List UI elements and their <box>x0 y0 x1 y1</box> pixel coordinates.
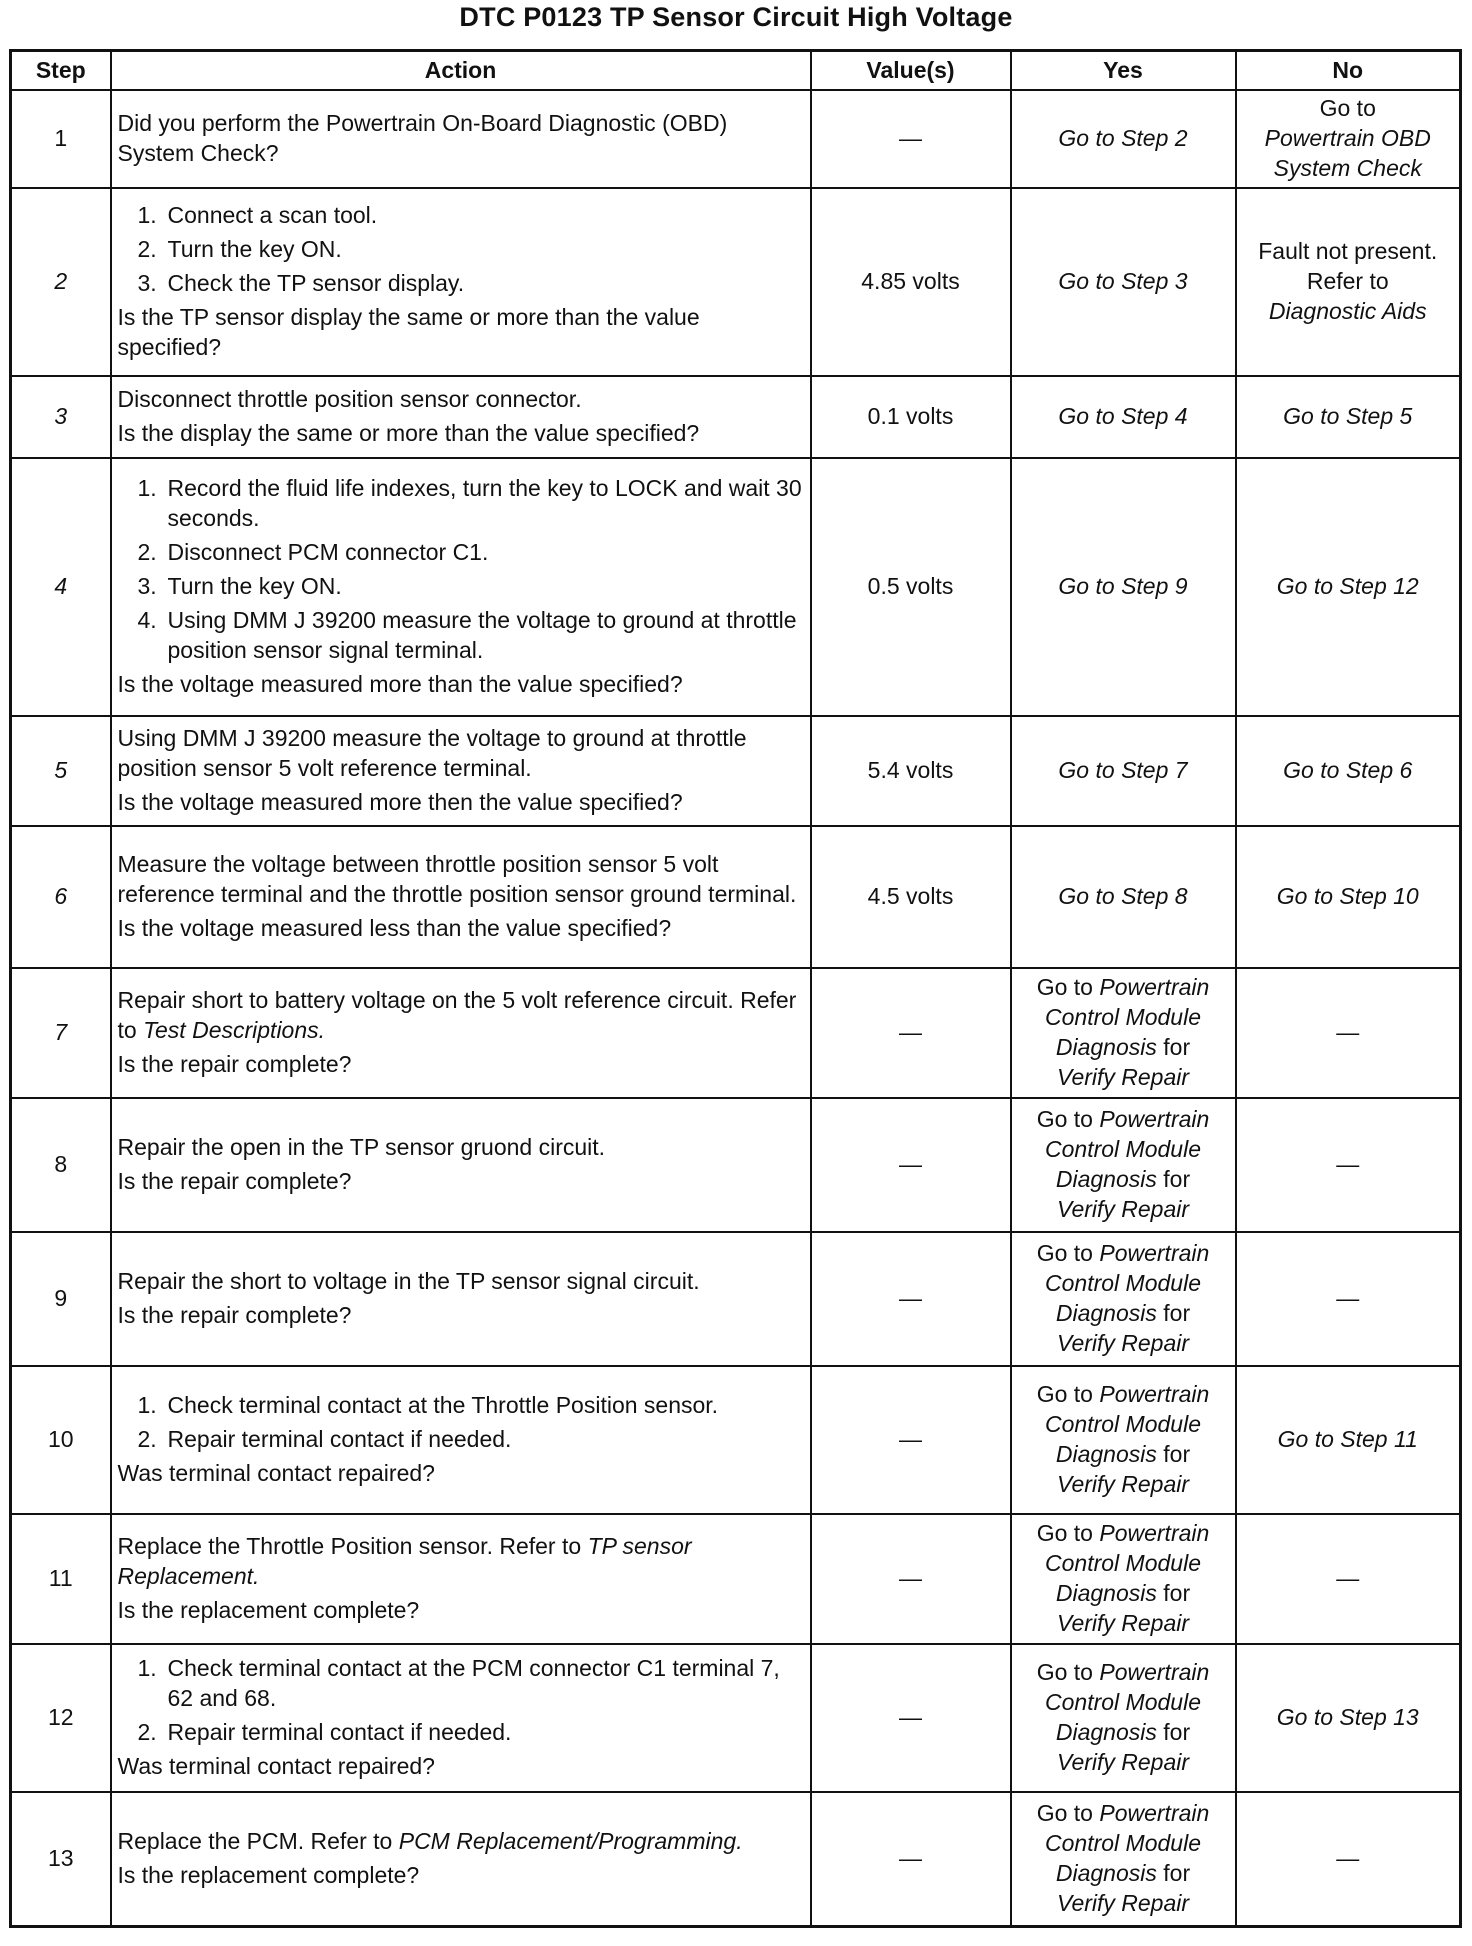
action-cell <box>111 188 811 376</box>
action-cell <box>111 1792 811 1926</box>
step-number: 8 <box>11 1098 111 1232</box>
action-reference: PCM Replacement/Programming. <box>398 1827 743 1854</box>
action-step-text: Using DMM J 39200 measure the voltage to ground at throttle position sensor signal terminal. <box>167 607 797 663</box>
action-step-number: 3. <box>137 270 157 296</box>
no-text: Go to Step 13 <box>1276 1704 1419 1730</box>
yes-line: Verify Repair <box>1056 1064 1190 1090</box>
action-step-text: Record the fluid life indexes, turn the key to LOCK and wait 30 seconds. <box>167 475 802 531</box>
action-cell <box>111 826 811 968</box>
value-cell: — <box>811 1366 1011 1514</box>
step-number: 12 <box>11 1644 111 1792</box>
no-cell <box>1236 458 1461 716</box>
value-cell: 0.5 volts <box>811 458 1011 716</box>
step-number: 6 <box>11 826 111 968</box>
yes-line: Diagnosis for <box>1055 1859 1191 1886</box>
action-step-text: Repair terminal contact if needed. <box>167 1426 512 1452</box>
value-cell: 4.85 volts <box>811 188 1011 376</box>
no-text: Go to Step 11 <box>1277 1426 1418 1452</box>
action-text: Repair the open in the TP sensor gruond circuit. <box>117 1134 606 1160</box>
action-text: Using DMM J 39200 measure the voltage to ground at throttle position sensor 5 volt reference terminal. <box>117 725 747 781</box>
yes-cell <box>1011 1514 1236 1644</box>
action-steps-list <box>118 1390 804 1454</box>
yes-line: Go to Powertrain <box>1036 1799 1210 1826</box>
action-step-item <box>137 1390 804 1420</box>
no-cell <box>1236 1098 1461 1232</box>
action-question: Is the TP sensor display the same or more than the value specified? <box>117 304 700 360</box>
yes-line: Verify Repair <box>1056 1749 1190 1775</box>
table-row <box>11 1514 1461 1644</box>
action-question: Is the repair complete? <box>117 1051 352 1077</box>
yes-text: Go to Step 4 <box>1058 403 1188 429</box>
no-line: Refer to <box>1306 268 1389 294</box>
value-cell: — <box>811 90 1011 188</box>
yes-line: Control Module <box>1045 1550 1201 1576</box>
action-step-number: 2. <box>137 236 157 262</box>
yes-line: Control Module <box>1045 1004 1201 1030</box>
step-number: 9 <box>11 1232 111 1366</box>
value-cell: — <box>811 1098 1011 1232</box>
yes-line: Verify Repair <box>1056 1889 1190 1916</box>
action-step-number: 4. <box>137 607 157 633</box>
action-step-item <box>137 537 804 567</box>
action-question: Is the voltage measured less than the value specified? <box>117 915 672 941</box>
header-step: Step <box>11 51 111 91</box>
action-steps-list <box>118 473 804 665</box>
table-row <box>11 826 1461 968</box>
yes-cell <box>1011 458 1236 716</box>
yes-line: Control Module <box>1045 1411 1201 1437</box>
no-line: Go to <box>1319 95 1376 121</box>
table-row <box>11 458 1461 716</box>
value-cell: — <box>811 1644 1011 1792</box>
action-cell <box>111 1098 811 1232</box>
value-cell: 4.5 volts <box>811 826 1011 968</box>
action-step-number: 2. <box>137 1426 157 1452</box>
yes-cell <box>1011 1098 1236 1232</box>
step-number: 5 <box>11 716 111 826</box>
yes-line: Control Module <box>1045 1270 1201 1296</box>
action-step-item <box>137 473 804 533</box>
yes-cell <box>1011 376 1236 458</box>
action-step-text: Check terminal contact at the PCM connector C1 terminal 7, 62 and 68. <box>167 1655 780 1711</box>
action-cell <box>111 376 811 458</box>
header-yes: Yes <box>1011 51 1236 91</box>
yes-text: Go to Step 7 <box>1058 757 1188 783</box>
value-cell: 5.4 volts <box>811 716 1011 826</box>
table-row <box>11 1232 1461 1366</box>
action-cell <box>111 1366 811 1514</box>
yes-line: Control Module <box>1045 1829 1201 1856</box>
action-text: Repair the short to voltage in the TP sensor signal circuit. <box>117 1268 700 1294</box>
table-row <box>11 1644 1461 1792</box>
action-cell <box>111 1514 811 1644</box>
step-number: 4 <box>11 458 111 716</box>
yes-text: Go to Step 3 <box>1058 268 1188 294</box>
action-text: Repair short to battery voltage on the 5 volt reference circuit. Refer to <box>117 987 797 1043</box>
action-step-text: Turn the key ON. <box>167 573 342 599</box>
yes-line: Diagnosis for <box>1055 1166 1191 1192</box>
action-step-number: 2. <box>137 539 157 565</box>
no-text: — <box>1336 1019 1360 1045</box>
yes-cell <box>1011 90 1236 188</box>
step-number: 7 <box>11 968 111 1098</box>
yes-line: Diagnosis for <box>1055 1300 1191 1326</box>
action-cell <box>111 1644 811 1792</box>
action-question: Is the repair complete? <box>117 1168 352 1194</box>
table-row <box>11 376 1461 458</box>
yes-line: Go to Powertrain <box>1036 1520 1210 1546</box>
no-cell <box>1236 376 1461 458</box>
action-question: Is the display the same or more than the value specified? <box>117 420 700 446</box>
no-text: Go to Step 12 <box>1276 573 1419 599</box>
action-step-item <box>137 268 804 298</box>
table-row <box>11 188 1461 376</box>
no-text: — <box>1336 1151 1360 1177</box>
table-row <box>11 1792 1461 1926</box>
step-number: 2 <box>11 188 111 376</box>
yes-line: Go to Powertrain <box>1036 1659 1210 1685</box>
action-step-number: 3. <box>137 573 157 599</box>
action-step-item <box>137 605 804 665</box>
action-question: Is the replacement complete? <box>117 1597 420 1623</box>
action-cell <box>111 458 811 716</box>
no-cell <box>1236 188 1461 376</box>
action-step-text: Turn the key ON. <box>167 236 342 262</box>
action-question: Is the replacement complete? <box>117 1861 420 1888</box>
step-number: 10 <box>11 1366 111 1514</box>
no-line: Fault not present. <box>1258 238 1438 264</box>
action-step-text: Repair terminal contact if needed. <box>167 1719 512 1745</box>
step-number: 3 <box>11 376 111 458</box>
yes-line: Verify Repair <box>1056 1610 1190 1636</box>
action-cell <box>111 716 811 826</box>
yes-cell <box>1011 968 1236 1098</box>
action-text: Disconnect throttle position sensor connector. <box>117 386 582 412</box>
no-cell <box>1236 716 1461 826</box>
yes-cell <box>1011 716 1236 826</box>
value-cell: — <box>811 1514 1011 1644</box>
header-values: Value(s) <box>811 51 1011 91</box>
yes-line: Diagnosis for <box>1055 1441 1191 1467</box>
action-step-number: 2. <box>137 1719 157 1745</box>
action-text: Measure the voltage between throttle position sensor 5 volt reference terminal and the throttle position sensor ground terminal. <box>117 851 797 907</box>
step-number: 1 <box>11 90 111 188</box>
action-step-item <box>137 1424 804 1454</box>
header-no: No <box>1236 51 1461 91</box>
no-text: Go to Step 6 <box>1283 757 1413 783</box>
action-question: Is the voltage measured more than the value specified? <box>117 671 683 697</box>
yes-line: Verify Repair <box>1056 1471 1190 1497</box>
value-cell: 0.1 volts <box>811 376 1011 458</box>
yes-cell <box>1011 1644 1236 1792</box>
yes-line: Verify Repair <box>1056 1330 1190 1356</box>
action-text: Replace the Throttle Position sensor. Refer to <box>117 1533 582 1559</box>
action-step-text: Check terminal contact at the Throttle Position sensor. <box>167 1392 719 1418</box>
action-reference: Test Descriptions. <box>143 1017 326 1043</box>
action-step-number: 1. <box>137 475 157 501</box>
yes-cell <box>1011 188 1236 376</box>
no-text: — <box>1336 1285 1360 1311</box>
table-row <box>11 90 1461 188</box>
action-reference: TP sensor Replacement. <box>117 1533 692 1589</box>
yes-cell <box>1011 1232 1236 1366</box>
yes-cell <box>1011 826 1236 968</box>
yes-line: Go to Powertrain <box>1036 1240 1210 1266</box>
action-steps-list <box>118 200 804 298</box>
yes-line: Diagnosis for <box>1055 1719 1191 1745</box>
value-cell: — <box>811 968 1011 1098</box>
no-line: System Check <box>1273 155 1422 181</box>
yes-text: Go to Step 2 <box>1058 125 1188 151</box>
action-step-number: 1. <box>137 1655 157 1681</box>
no-cell <box>1236 1232 1461 1366</box>
action-cell <box>111 1232 811 1366</box>
action-question: Is the repair complete? <box>117 1302 352 1328</box>
action-step-item <box>137 1717 804 1747</box>
action-step-item <box>137 200 804 230</box>
action-step-number: 1. <box>137 202 157 228</box>
no-cell <box>1236 968 1461 1098</box>
action-question: Was terminal contact repaired? <box>117 1753 435 1779</box>
action-step-text: Disconnect PCM connector C1. <box>167 539 489 565</box>
table-row <box>11 968 1461 1098</box>
no-text: — <box>1336 1844 1360 1871</box>
header-action: Action <box>111 51 811 91</box>
no-cell <box>1236 1792 1461 1926</box>
yes-line: Go to Powertrain <box>1036 1106 1210 1132</box>
step-number: 11 <box>11 1514 111 1644</box>
table-row <box>11 1098 1461 1232</box>
yes-cell <box>1011 1792 1236 1926</box>
table-row <box>11 716 1461 826</box>
action-step-text: Connect a scan tool. <box>167 202 378 228</box>
action-step-text: Check the TP sensor display. <box>167 270 465 296</box>
yes-line: Diagnosis for <box>1055 1034 1191 1060</box>
no-text: — <box>1336 1565 1360 1591</box>
no-line: Diagnostic Aids <box>1268 298 1427 324</box>
yes-line: Go to Powertrain <box>1036 1381 1210 1407</box>
yes-text: Go to Step 9 <box>1058 573 1188 599</box>
no-cell <box>1236 1514 1461 1644</box>
yes-line: Control Module <box>1045 1689 1201 1715</box>
page-title: DTC P0123 TP Sensor Circuit High Voltage <box>459 2 1013 32</box>
action-step-item <box>137 571 804 601</box>
value-cell: — <box>811 1792 1011 1926</box>
no-text: Go to Step 10 <box>1276 883 1419 909</box>
action-question: Was terminal contact repaired? <box>117 1460 435 1486</box>
action-steps-list <box>118 1653 804 1747</box>
table-header-row <box>11 51 1461 91</box>
action-text: Did you perform the Powertrain On-Board Diagnostic (OBD) System Check? <box>117 110 728 166</box>
table-row <box>11 1366 1461 1514</box>
yes-line: Verify Repair <box>1056 1196 1190 1222</box>
action-cell <box>111 968 811 1098</box>
step-number: 13 <box>11 1792 111 1926</box>
no-cell <box>1236 1366 1461 1514</box>
value-cell: — <box>811 1232 1011 1366</box>
table-body <box>11 90 1461 1926</box>
no-cell <box>1236 90 1461 188</box>
action-step-item <box>137 1653 804 1713</box>
yes-line: Go to Powertrain <box>1036 974 1210 1000</box>
diagnostic-table <box>9 49 1462 1928</box>
action-step-number: 1. <box>137 1392 157 1418</box>
yes-text: Go to Step 8 <box>1058 883 1188 909</box>
yes-line: Control Module <box>1045 1136 1201 1162</box>
no-cell <box>1236 1644 1461 1792</box>
no-line: Powertrain OBD <box>1264 125 1431 151</box>
no-text: Go to Step 5 <box>1283 403 1413 429</box>
action-question: Is the voltage measured more then the value specified? <box>117 789 683 815</box>
no-cell <box>1236 826 1461 968</box>
action-text: Replace the PCM. Refer to <box>117 1827 393 1854</box>
yes-cell <box>1011 1366 1236 1514</box>
action-cell <box>111 90 811 188</box>
action-step-item <box>137 234 804 264</box>
yes-line: Diagnosis for <box>1055 1580 1191 1606</box>
